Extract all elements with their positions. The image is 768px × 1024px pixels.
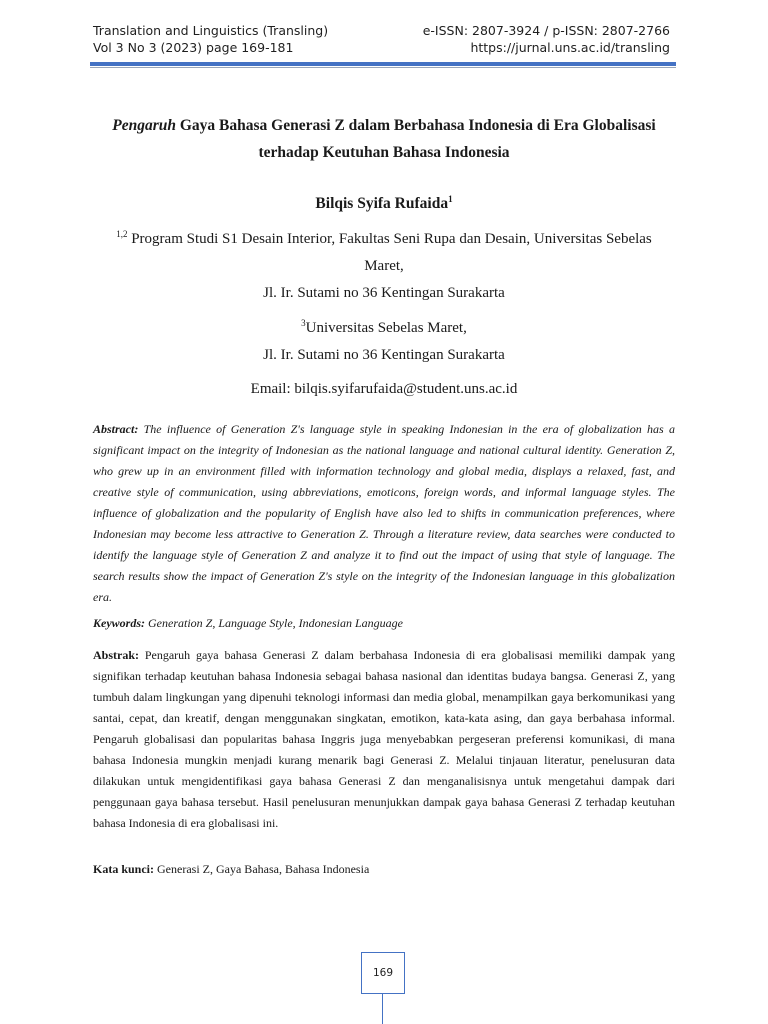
keywords-id-label: Kata kunci: <box>93 862 155 876</box>
title-italic-word: Pengaruh <box>112 117 176 134</box>
abstract-id-label: Abstrak: <box>93 648 140 662</box>
keywords-english <box>93 616 675 631</box>
abstract-english <box>93 419 675 608</box>
keywords-en-label: Keywords: <box>93 616 145 630</box>
abstract-id-text: Pengaruh gaya bahasa Generasi Z dalam berbahasa Indonesia di era globalisasi memiliki dampak yang signifikan terhadap keutuhan bahasa Indonesia sebagai bahasa nasional dan identitas budaya bangsa. Generasi Z, yang tumbuh dalam lingkungan yang dipenuhi teknologi informasi dan media global, menampilkan gaya berkomunikasi yang santai, cepat, dan kreatif, dengan menggunakan singkatan, emotikon, kata-kata asing, dan gaya berbahasa informal. Pengaruh globalisasi dan popularitas bahasa Inggris juga menyebabkan pergeseran preferensi komunikasi, di mana bahasa Indonesia mungkin menjadi kurang menarik bagi Generasi Z. Melalui tinjauan literatur, penelusuran data dilakukan untuk mengidentifikasi gaya bahasa Generasi Z dan menganalisisnya untuk mengetahui dampak dari penggunaan gaya bahasa tersebut. Hasil penelusuran menunjukkan dampak gaya bahasa Generasi Z terhadap keutuhan bahasa Indonesia di era globalisasi ini. <box>93 648 675 830</box>
header-rule <box>90 62 676 66</box>
affiliation-1-text: Program Studi S1 Desain Interior, Fakultas Seni Rupa dan Desain, Universitas Sebelas Maret, <box>127 231 652 274</box>
author <box>0 195 768 213</box>
journal-url[interactable]: https://jurnal.uns.ac.id/transling <box>470 40 670 55</box>
affiliation-2 <box>100 315 668 369</box>
keywords-en-text: Generation Z, Language Style, Indonesian Language <box>145 616 403 630</box>
affiliation-1-address: Jl. Ir. Sutami no 36 Kentingan Surakarta <box>263 285 505 301</box>
author-email[interactable]: Email: bilqis.syifarufaida@student.uns.ac.id <box>250 381 518 397</box>
header-rule-thin <box>90 67 676 68</box>
affiliation-1 <box>100 226 668 307</box>
keywords-indonesian <box>93 862 675 877</box>
abstract-indonesian <box>93 645 675 834</box>
abstract-en-text: The influence of Generation Z's language style in speaking Indonesian in the era of globalization has a significant impact on the integrity of Indonesian as the national language and national cultural identity. Generation Z, who grew up in an environment filled with information technology and global media, displays a relaxed, fast, and creative style of communication, using abbreviations, emoticons, foreign words, and informal language styles. The influence of globalization and the popularity of English have also led to shifts in communication preferences, where Indonesian may become less attractive to Generation Z. Through a literature review, data searches were conducted to identify the language style of Generation Z and analyze it to find out the impact of using that style of language. The search results show the impact of Generation Z's style on the integrity of the Indonesian language in this globalization era. <box>93 422 675 604</box>
keywords-id-text: Generasi Z, Gaya Bahasa, Bahasa Indonesia <box>154 862 370 876</box>
abstract-en-label: Abstract: <box>93 422 139 436</box>
author-name: Bilqis Syifa Rufaida <box>315 195 449 212</box>
page-number-line <box>382 994 383 1024</box>
journal-name: Translation and Linguistics (Transling) <box>93 23 329 38</box>
affiliation-1-sup: 1,2 <box>116 229 128 239</box>
paper-title <box>100 112 668 166</box>
volume-info: Vol 3 No 3 (2023) page 169-181 <box>93 40 294 55</box>
page-number: 169 <box>361 952 405 994</box>
issn: e-ISSN: 2807-3924 / p-ISSN: 2807-2766 <box>422 23 670 38</box>
title-rest: Gaya Bahasa Generasi Z dalam Berbahasa Indonesia di Era Globalisasi terhadap Keutuhan Bahasa Indonesia <box>176 117 656 161</box>
running-header <box>93 22 670 56</box>
affiliation-2-address: Jl. Ir. Sutami no 36 Kentingan Surakarta <box>263 347 505 363</box>
affiliation-2-sup: 3 <box>301 318 306 328</box>
author-sup: 1 <box>448 193 453 204</box>
affiliation-2-text: Universitas Sebelas Maret, <box>305 320 467 336</box>
